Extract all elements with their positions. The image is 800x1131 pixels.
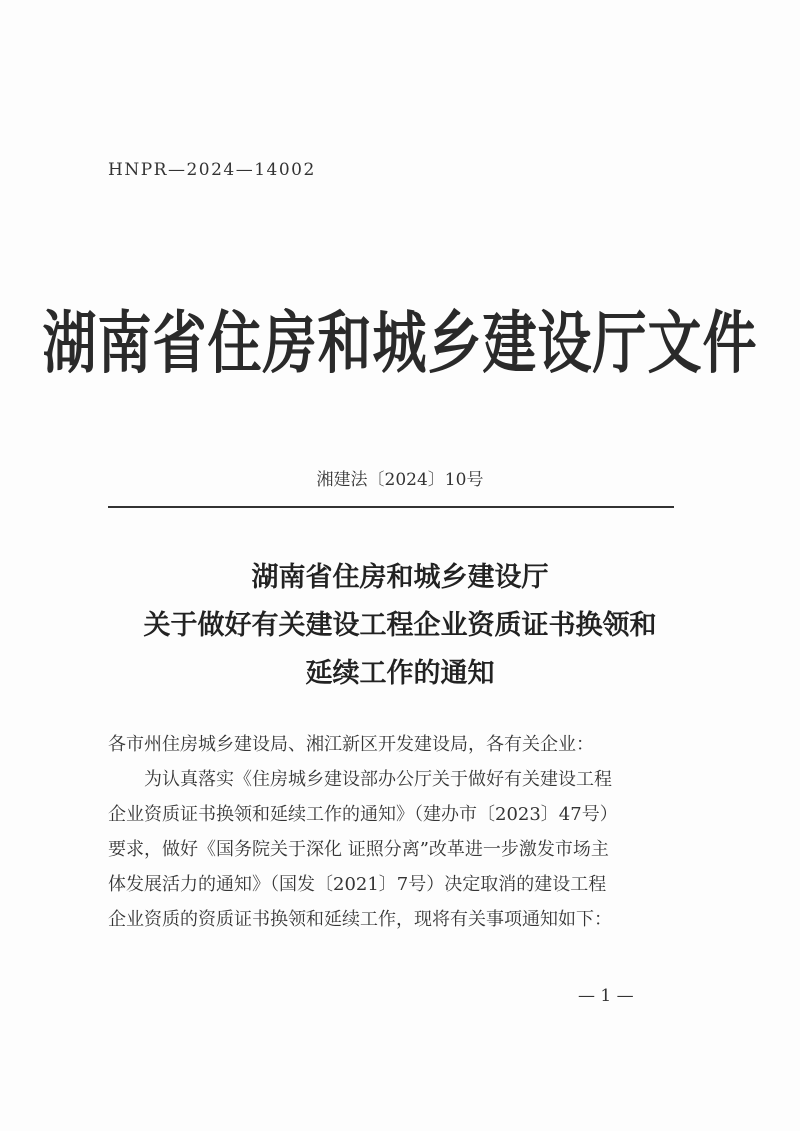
body-line: 企业资质的资质证书换领和延续工作，现将有关事项通知如下： [108, 909, 612, 930]
header-separator-line [108, 506, 674, 508]
page-number: — 1 — [578, 986, 634, 1006]
body-line: 体发展活力的通知》（国发〔2021〕7号）决定取消的建设工程 [108, 874, 607, 895]
body-line: 企业资质证书换领和延续工作的通知》（建办市〔2023〕47号） [108, 804, 618, 825]
body-line: 要求，做好《国务院关于深化 证照分离”改革进一步激发市场主 [108, 839, 609, 860]
document-number: 湘建法〔2024〕10号 [316, 470, 484, 490]
addressee: 各市州住房城乡建设局、湘江新区开发建设局，各有关企业： [108, 734, 594, 755]
document-title [0, 554, 800, 698]
document-header: 湖南省住房和城乡建设厅文件 [42, 303, 758, 383]
title-line: 延续工作的通知 [305, 658, 495, 689]
document-code: HNPR—2024—14002 [108, 160, 316, 180]
document-body [108, 727, 688, 937]
title-line: 关于做好有关建设工程企业资质证书换领和 [143, 610, 657, 641]
body-line: 为认真落实《住房城乡建设部办公厅关于做好有关建设工程 [144, 769, 612, 790]
title-line: 湖南省住房和城乡建设厅 [251, 562, 549, 593]
